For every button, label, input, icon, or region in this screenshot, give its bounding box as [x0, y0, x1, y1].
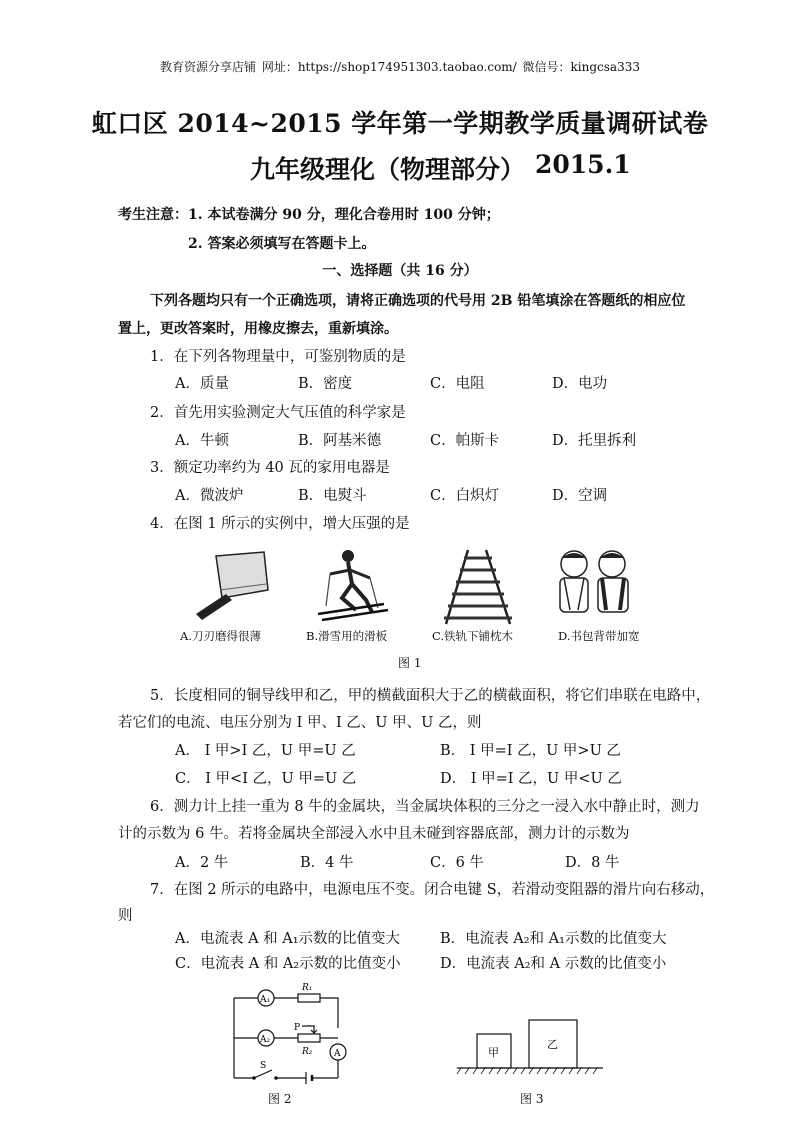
q7-option-b: B．电流表 A₂和 A₁示数的比值变大 [440, 931, 667, 947]
schoolbag-kids-image [552, 548, 638, 622]
q7-option-d: D．电流表 A₂和 A 示数的比值变小 [440, 956, 667, 972]
q6-option-a: A．2 牛 [175, 855, 229, 871]
fig1-caption-a: A.刀刃磨得很薄 [180, 629, 261, 643]
circuit-diagram [220, 978, 360, 1088]
q1-option-a: A．质量 [175, 376, 229, 392]
notice-item-2: 2. 答案必须填写在答题卡上。 [188, 236, 376, 252]
q3-option-d: D．空调 [552, 488, 608, 504]
q3-option-b: B．电熨斗 [298, 488, 367, 504]
q4-stem: 4．在图 1 所示的实例中，增大压强的是 [150, 516, 410, 532]
q6-stem-1: 6．测力计上挂一重为 8 牛的金属块，当金属块体积的三分之一浸入水中静止时，测力 [150, 799, 700, 815]
fig1-caption-d: D.书包背带加宽 [558, 629, 640, 643]
q5-option-a: A． I 甲>I 乙，U 甲=U 乙 [175, 743, 356, 759]
q7-stem-2: 则 [118, 908, 133, 924]
q5-option-b: B． I 甲=I 乙，U 甲>U 乙 [440, 743, 621, 759]
q5-option-c: C． I 甲<I 乙，U 甲=U 乙 [175, 771, 357, 787]
section-instruction-2: 置上，更改答案时，用橡皮擦去，重新填涂。 [118, 321, 398, 337]
q7-option-c: C．电流表 A 和 A₂示数的比值变小 [175, 956, 401, 972]
q5-stem-2: 若它们的电流、电压分别为 I 甲、I 乙、U 甲、U 乙，则 [118, 715, 482, 731]
q2-option-a: A．牛顿 [175, 433, 229, 449]
q7-option-a: A．电流表 A 和 A₁示数的比值变大 [175, 931, 401, 947]
fig1-caption-b: B.滑雪用的滑板 [306, 629, 388, 643]
skier-image [312, 548, 392, 626]
blocks-diagram [455, 1012, 605, 1078]
fig3-label: 图 3 [520, 1092, 544, 1106]
q2-option-c: C．帕斯卡 [430, 433, 500, 449]
slider-p-label: P [294, 1023, 301, 1033]
q2-stem: 2．首先用实验测定大气压值的科学家是 [150, 405, 406, 421]
exam-subtitle: 九年级理化（物理部分） [250, 155, 526, 184]
q3-option-a: A．微波炉 [175, 488, 244, 504]
ammeter-a2-label: A₂ [260, 1035, 271, 1045]
fig2-label: 图 2 [268, 1092, 292, 1106]
q6-stem-2: 计的示数为 6 牛。若将金属块全部浸入水中且未碰到容器底部，测力计的示数为 [118, 826, 630, 842]
page-header: 教育资源分享店铺 网址：https://shop174951303.taobao.com/ 微信号：kingcsa333 [160, 60, 640, 74]
fig1-label: 图 1 [398, 656, 422, 670]
q5-option-d: D． I 甲=I 乙，U 甲<U 乙 [440, 771, 622, 787]
notice-item-1: 1. 本试卷满分 90 分，理化合卷用时 100 分钟； [188, 207, 500, 223]
resistor-r2-label: R₂ [302, 1047, 313, 1057]
q1-option-b: B．密度 [298, 376, 353, 392]
resistor-r1-label: R₁ [302, 983, 313, 993]
ammeter-a-label: A [334, 1049, 341, 1059]
q3-option-c: C．白炽灯 [430, 488, 500, 504]
q7-stem-1: 7．在图 2 所示的电路中，电源电压不变。闭合电键 S，若滑动变阻器的滑片向右移动， [150, 882, 715, 898]
q1-option-d: D．电功 [552, 376, 608, 392]
section-instruction-1: 下列各题均只有一个正确选项，请将正确选项的代号用 2B 铅笔填涂在答题纸的相应位 [150, 293, 686, 309]
q2-option-d: D．托里拆利 [552, 433, 637, 449]
q6-option-c: C．6 牛 [430, 855, 484, 871]
exam-date: 2015.1 [535, 150, 631, 179]
q2-option-b: B．阿基米德 [298, 433, 382, 449]
q1-stem: 1．在下列各物理量中，可鉴别物质的是 [150, 349, 406, 365]
notice-label: 考生注意： [118, 207, 188, 223]
section-heading: 一、选择题（共 16 分） [322, 263, 478, 279]
railway-image [438, 548, 518, 626]
q1-option-c: C．电阻 [430, 376, 485, 392]
ammeter-a1-label: A₁ [260, 995, 271, 1005]
q5-stem-1: 5．长度相同的铜导线甲和乙，甲的横截面积大于乙的横截面积，将它们串联在电路中， [150, 688, 711, 704]
switch-s-label: S [260, 1061, 267, 1071]
q6-option-b: B．4 牛 [300, 855, 354, 871]
exam-title: 虹口区 2014~2015 学年第一学期教学质量调研试卷 [91, 109, 709, 138]
block-jia-label: 甲 [488, 1046, 499, 1059]
block-yi-label: 乙 [547, 1038, 558, 1051]
fig1-caption-c: C.铁轨下铺枕木 [432, 629, 514, 643]
q6-option-d: D．8 牛 [565, 855, 620, 871]
q3-stem: 3．额定功率约为 40 瓦的家用电器是 [150, 460, 390, 476]
cleaver-image [186, 550, 276, 622]
